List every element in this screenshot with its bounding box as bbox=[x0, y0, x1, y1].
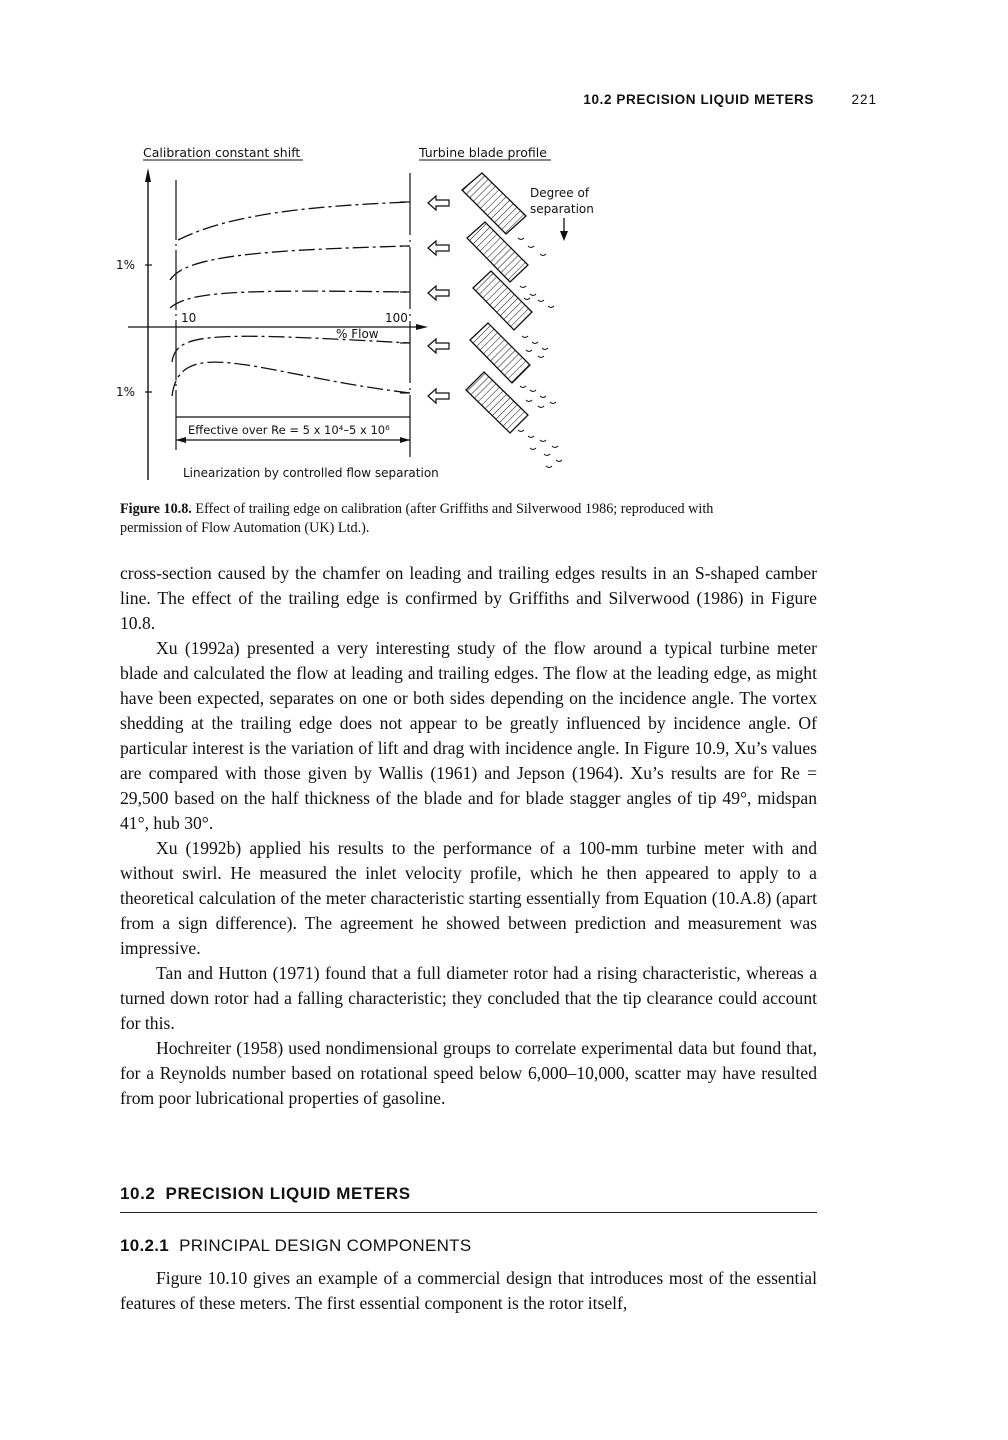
axis-mark-upper: 1% bbox=[116, 258, 136, 272]
paragraph-1: cross-section caused by the chamfer on leading and trailing edges results in an S-shaped camber line. The effect of the trailing edge is confirmed by Griffiths and Silverwood (1986) in Figure 10.8. bbox=[120, 563, 817, 633]
tick-100: 100 bbox=[385, 311, 408, 325]
flow-arrow-5 bbox=[428, 389, 449, 403]
blade-profiles bbox=[462, 173, 532, 433]
curve-3 bbox=[170, 291, 410, 308]
subsection-title: PRINCIPAL DESIGN COMPONENTS bbox=[179, 1236, 472, 1255]
degree-label-line2: separation bbox=[530, 202, 594, 216]
section-heading bbox=[120, 1184, 817, 1213]
blade-3 bbox=[473, 271, 532, 330]
y-axis-arrow bbox=[145, 168, 151, 182]
caption-label: Figure 10.8. bbox=[120, 501, 192, 517]
page-number: 221 bbox=[851, 92, 877, 107]
curve-5 bbox=[172, 362, 410, 396]
figure-10-8 bbox=[110, 140, 610, 490]
caption-text: Effect of trailing edge on calibration (after Griffiths and Silverwood 1986; reproduced with permission of Flow Automation (UK) Ltd.). bbox=[120, 501, 714, 536]
flow-arrow-4 bbox=[428, 339, 449, 353]
tick-10: 10 bbox=[181, 311, 197, 325]
curve-end-marks bbox=[400, 202, 410, 393]
flow-axis-arrow bbox=[416, 324, 428, 330]
effective-arrow-right bbox=[400, 437, 410, 443]
paragraph-5: Hochreiter (1958) used nondimensional groups to correlate experimental data but found that, for a Reynolds number based on rotational speed below 6,000–10,000, scatter may have resulted from poor lubricational properties of gasoline. bbox=[120, 1038, 817, 1108]
body-text bbox=[120, 561, 817, 1111]
subsection-heading bbox=[120, 1236, 472, 1256]
blade-5 bbox=[466, 372, 528, 433]
paragraph-2: Xu (1992a) presented a very interesting study of the flow around a typical turbine meter blade and calculated the flow at leading and trailing edges. The flow at the leading edge, as might have been expected, separates on one or both sides depending on the incidence angle. The vortex shedding at the trailing edge does not appear to be greatly influenced by incidence angle. Of particular interest is the variation of lift and drag with incidence angle. In Figure 10.9, Xu’s values are compared with those given by Wallis (1961) and Jepson (1964). Xu’s results are for Re = 29,500 based on the half thickness of the blade and for blade stagger angles of tip 49°, midspan 41°, hub 30°. bbox=[120, 638, 817, 833]
flow-arrow-1 bbox=[428, 196, 449, 210]
section-title: PRECISION LIQUID METERS bbox=[165, 1184, 411, 1203]
calibration-curves bbox=[170, 202, 410, 396]
blade-4 bbox=[470, 323, 530, 383]
effective-label: Effective over Re = 5 x 10⁴–5 x 10⁶ bbox=[188, 423, 390, 437]
flow-arrow-2 bbox=[428, 241, 449, 255]
final-paragraph: Figure 10.10 gives an example of a commercial design that introduces most of the essential features of these meters. The first essential component is the rotor itself, bbox=[120, 1268, 817, 1313]
axis-mark-lower: 1% bbox=[116, 385, 136, 399]
curve-1 bbox=[178, 202, 410, 240]
figure-right-title: Turbine blade profile bbox=[419, 145, 547, 160]
figure-caption bbox=[120, 500, 760, 538]
paragraph-4: Tan and Hutton (1971) found that a full diameter rotor had a rising characteristic, whereas a turned down rotor had a falling characteristic; they concluded that the tip clearance could account for this. bbox=[120, 963, 817, 1033]
blade-2 bbox=[467, 222, 528, 282]
figure-left-title: Calibration constant shift bbox=[143, 145, 301, 160]
subsection-number: 10.2.1 bbox=[120, 1236, 170, 1255]
running-header-title: 10.2 PRECISION LIQUID METERS bbox=[583, 92, 814, 107]
curve-2 bbox=[170, 246, 410, 280]
effective-arrow-left bbox=[176, 437, 186, 443]
degree-label-line1: Degree of bbox=[530, 186, 590, 200]
final-body-text bbox=[120, 1266, 817, 1316]
linearization-label: Linearization by controlled flow separation bbox=[183, 466, 439, 480]
blade-1 bbox=[462, 173, 526, 234]
flow-arrow-3 bbox=[428, 286, 449, 300]
flow-label: % Flow bbox=[336, 327, 379, 341]
degree-arrow-head bbox=[560, 231, 568, 241]
flow-arrows bbox=[428, 196, 449, 403]
separation-vortices bbox=[518, 238, 562, 468]
section-number: 10.2 bbox=[120, 1184, 156, 1203]
paragraph-3: Xu (1992b) applied his results to the performance of a 100-mm turbine meter with and without swirl. He measured the inlet velocity profile, which he then appeared to apply to a theoretical calculation of the meter characteristic starting essentially from Equation (10.A.8) (apart from a sign difference). The agreement he showed between prediction and measurement was impressive. bbox=[120, 838, 817, 958]
